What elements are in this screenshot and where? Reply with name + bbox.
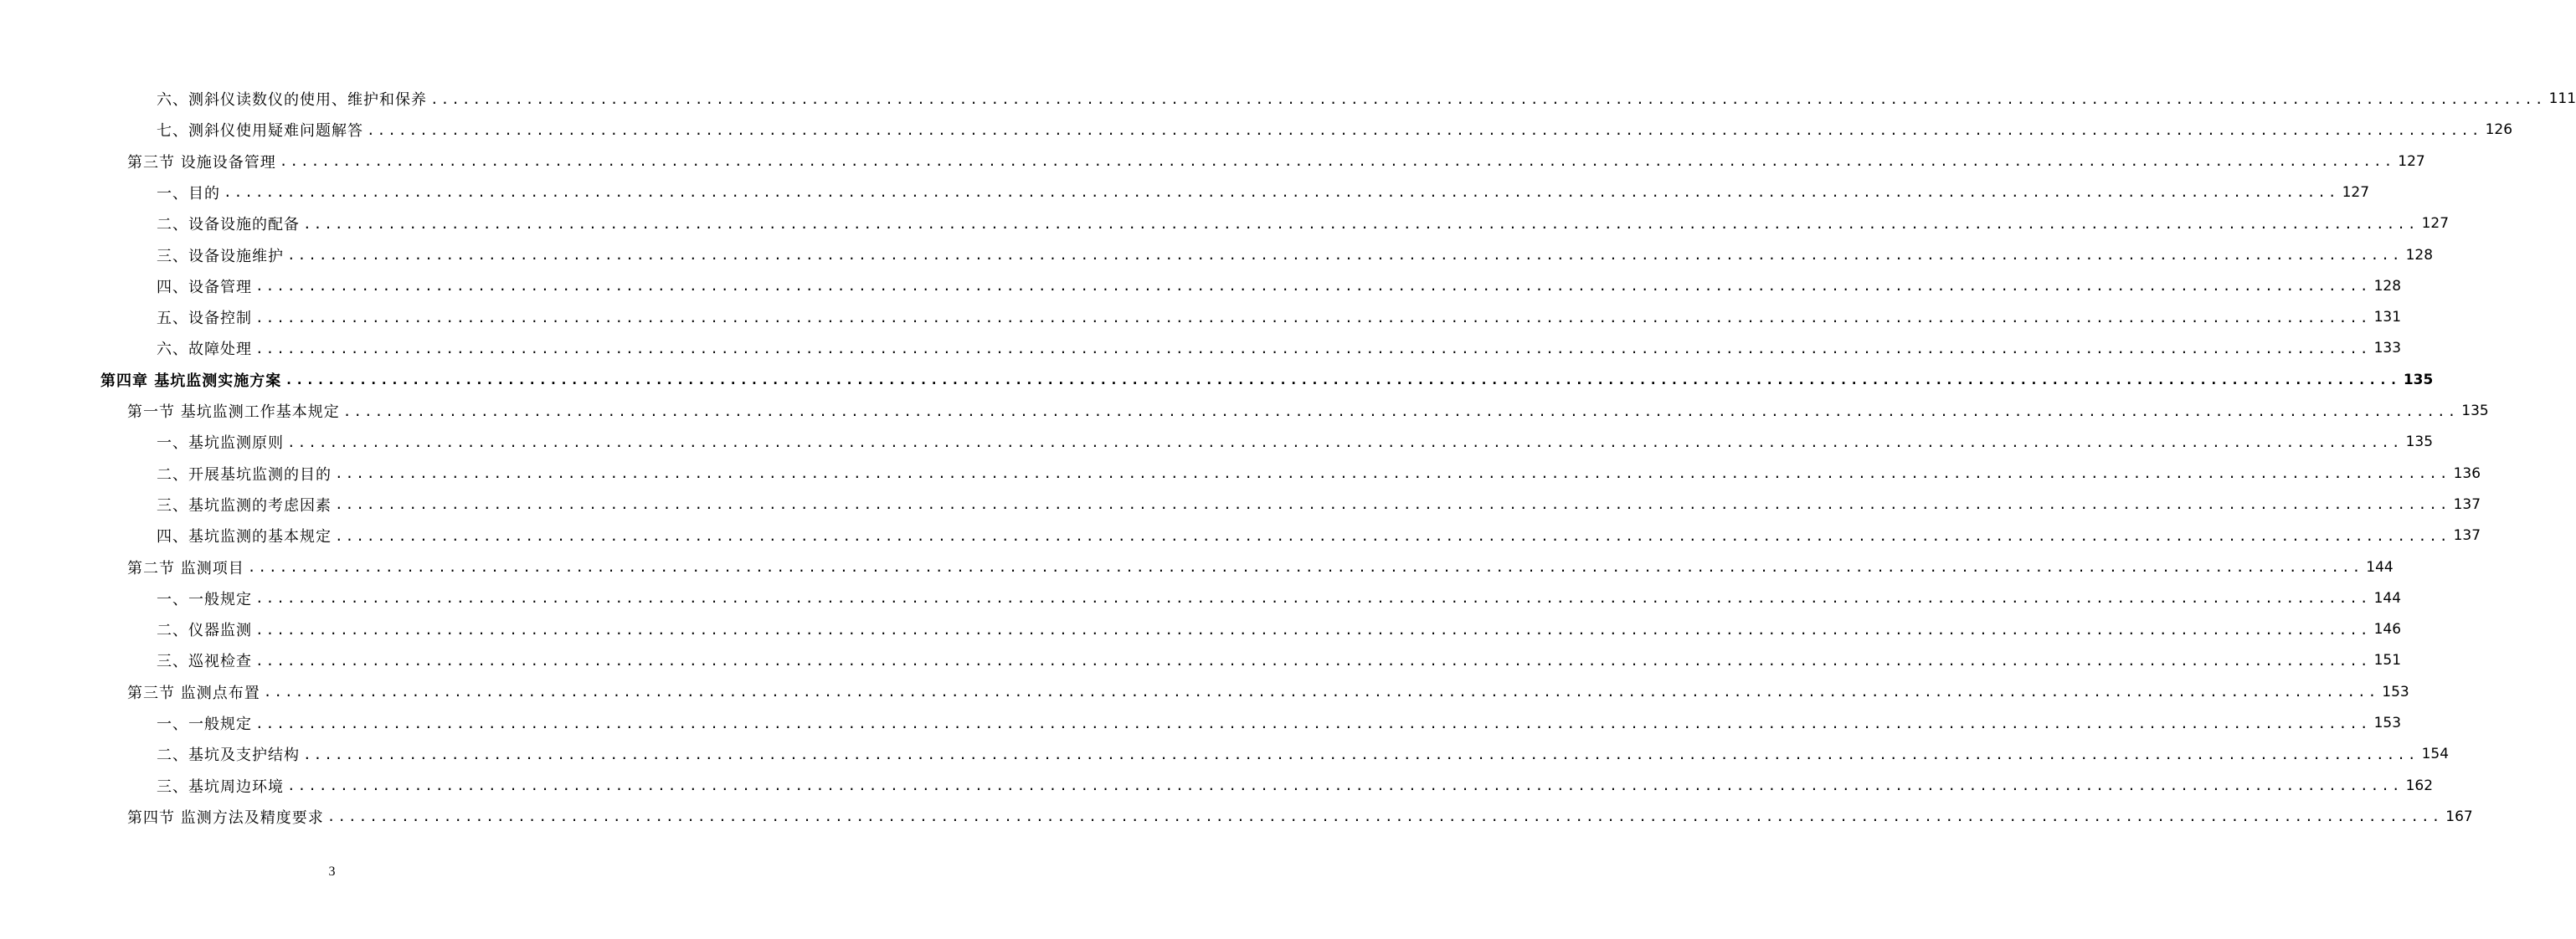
- toc-entry[interactable]: [157, 115, 2513, 145]
- toc-entry[interactable]: [157, 739, 2450, 769]
- toc-entry-page: 151: [2373, 652, 2402, 670]
- toc-entry-page: 111: [2548, 90, 2576, 107]
- dot-leader: ........................................................................................................................................................................................................: [255, 590, 2371, 607]
- toc-entry[interactable]: [157, 459, 2481, 489]
- dot-leader: ........................................................................................................................................................................................................: [326, 808, 2443, 825]
- toc-entry-title: 六、测斜仪读数仪的使用、维护和保养: [157, 91, 427, 109]
- dot-leader: ........................................................................................................................................................................................................: [285, 372, 2400, 388]
- toc-entry-title: 第四节 监测方法及精度要求: [127, 808, 324, 827]
- dot-leader: ........................................................................................................................................................................................................: [287, 434, 2403, 450]
- toc-entry-title: 第二节 监测项目: [127, 559, 244, 577]
- dot-leader: ........................................................................................................................................................................................................: [255, 278, 2371, 295]
- toc-entry-page: 135: [2405, 434, 2434, 451]
- toc-entry-page: 137: [2453, 527, 2481, 545]
- toc-entry-page: 135: [2403, 371, 2434, 388]
- toc-entry-page: 167: [2445, 808, 2473, 825]
- toc-entry-title: 四、基坑监测的基本规定: [157, 528, 332, 546]
- toc-entry-title: 三、基坑监测的考虑因素: [157, 496, 332, 515]
- dot-leader: ........................................................................................................................................................................................................: [263, 684, 2379, 700]
- dot-leader: ........................................................................................................................................................................................................: [247, 559, 2363, 575]
- toc-entry-title: 第三节 设施设备管理: [127, 153, 276, 172]
- toc-entry-page: 131: [2373, 309, 2402, 326]
- dot-leader: ........................................................................................................................................................................................................: [255, 340, 2371, 357]
- toc-entry[interactable]: [157, 771, 2434, 801]
- dot-leader: ........................................................................................................................................................................................................: [303, 746, 2419, 762]
- toc-entry[interactable]: [157, 240, 2434, 270]
- toc-entry-page: 153: [2373, 715, 2402, 731]
- toc-entry[interactable]: [127, 677, 2409, 707]
- toc-entry-title: 第一节 基坑监测工作基本规定: [127, 403, 340, 421]
- toc-entry-title: 一、一般规定: [157, 716, 252, 733]
- toc-entry-page: 137: [2453, 495, 2481, 513]
- toc-entry-title: 三、基坑周边环境: [157, 777, 284, 796]
- toc-entry-title: 第三节 监测点布置: [127, 684, 260, 702]
- toc-entry-title: 一、基坑监测原则: [157, 434, 284, 453]
- toc-entry-page: 146: [2373, 621, 2402, 639]
- dot-leader: ........................................................................................................................................................................................................: [255, 715, 2371, 731]
- toc-entry[interactable]: [127, 396, 2489, 426]
- dot-leader: ........................................................................................................................................................................................................: [430, 90, 2546, 107]
- toc-entry[interactable]: [157, 208, 2450, 239]
- dot-leader: ........................................................................................................................................................................................................: [279, 153, 2395, 170]
- toc-entry[interactable]: [157, 583, 2402, 613]
- toc-entry-page: 153: [2382, 683, 2409, 700]
- toc-entry-page: 144: [2373, 589, 2402, 607]
- toc-entry[interactable]: [157, 521, 2481, 551]
- dot-leader: ........................................................................................................................................................................................................: [255, 309, 2371, 326]
- toc-entry[interactable]: [127, 552, 2393, 582]
- toc-entry[interactable]: [127, 802, 2473, 832]
- toc-entry[interactable]: [157, 645, 2402, 675]
- toc-entry[interactable]: [157, 490, 2481, 520]
- toc-entry-title: 二、开展基坑监测的目的: [157, 465, 332, 484]
- toc-entry-title: 三、巡视检查: [157, 653, 252, 671]
- dot-leader: ........................................................................................................................................................................................................: [335, 496, 2450, 513]
- toc-entry-page: 127: [2421, 215, 2450, 233]
- toc-entry[interactable]: [157, 333, 2402, 363]
- dot-leader: ........................................................................................................................................................................................................: [303, 215, 2419, 232]
- toc-entry-page: 135: [2461, 403, 2489, 419]
- dot-leader: ........................................................................................................................................................................................................: [255, 652, 2371, 669]
- toc-entry[interactable]: [157, 427, 2434, 457]
- page-number: 3: [328, 865, 336, 879]
- toc-entry-title: 二、设备设施的配备: [157, 216, 300, 234]
- dot-leader: ........................................................................................................................................................................................................: [335, 465, 2450, 482]
- toc-entry-page: 128: [2373, 277, 2402, 295]
- dot-leader: ........................................................................................................................................................................................................: [255, 621, 2371, 638]
- toc-entry[interactable]: [157, 302, 2402, 332]
- toc-entry[interactable]: [157, 177, 2370, 208]
- dot-leader: ........................................................................................................................................................................................................: [287, 247, 2403, 263]
- toc-entry[interactable]: [157, 84, 2576, 114]
- toc-entry[interactable]: [127, 146, 2425, 177]
- dot-leader: ........................................................................................................................................................................................................: [287, 777, 2403, 794]
- toc-entry-page: 162: [2405, 777, 2434, 794]
- toc-entry-page: 127: [2342, 183, 2370, 201]
- toc-entry-title: 一、一般规定: [157, 590, 252, 608]
- toc-entry-page: 133: [2373, 340, 2402, 357]
- toc-entry-title: 七、测斜仪使用疑难问题解答: [157, 122, 363, 141]
- toc-entry-page: 154: [2421, 746, 2450, 763]
- toc-entry[interactable]: [157, 708, 2402, 738]
- toc-entry-title: 第四章 基坑监测实施方案: [100, 372, 282, 390]
- toc-entry[interactable]: [157, 614, 2402, 644]
- toc-entry-page: 144: [2366, 558, 2393, 576]
- toc-entry-title: 二、基坑及支护结构: [157, 747, 300, 765]
- toc-entry[interactable]: [157, 271, 2402, 301]
- toc-entry-title: 六、故障处理: [157, 341, 252, 359]
- toc-entry-title: 一、目的: [157, 184, 220, 203]
- toc-entry-title: 四、设备管理: [157, 278, 252, 296]
- toc-entry-title: 五、设备控制: [157, 310, 252, 328]
- toc-entry-page: 136: [2453, 464, 2481, 482]
- dot-leader: ........................................................................................................................................................................................................: [342, 403, 2459, 419]
- dot-leader: ........................................................................................................................................................................................................: [224, 184, 2339, 201]
- toc-entry-page: 126: [2485, 121, 2513, 139]
- toc-entry-page: 128: [2405, 246, 2434, 264]
- dot-leader: ........................................................................................................................................................................................................: [335, 527, 2450, 544]
- toc-entry-page: 127: [2398, 152, 2425, 170]
- dot-leader: ........................................................................................................................................................................................................: [367, 121, 2482, 138]
- toc-entry-title: 二、仪器监测: [157, 622, 252, 640]
- toc-entry[interactable]: [100, 365, 2434, 395]
- toc-entry-title: 三、设备设施维护: [157, 247, 284, 265]
